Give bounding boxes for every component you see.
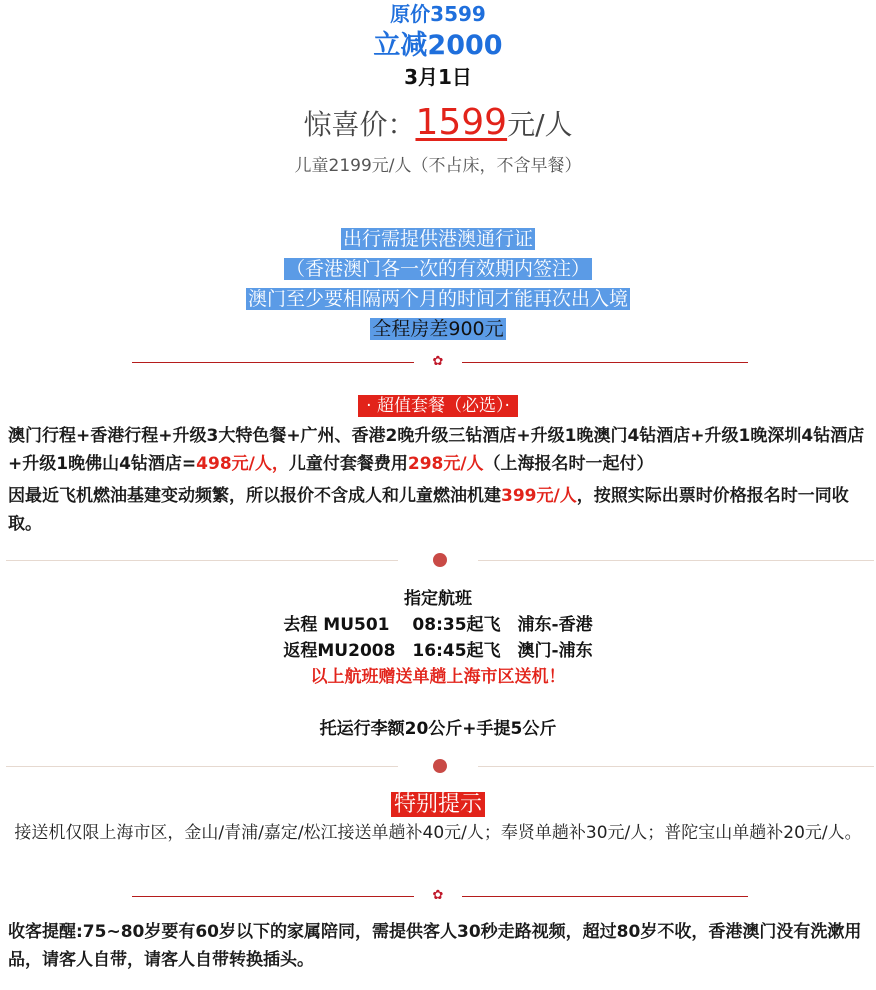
dot-icon-2 (433, 759, 447, 773)
fuel-surcharge-note: 因最近飞机燃油基建变动频繁，所以报价不含成人和儿童燃油机建399元/人，按照实际出票时价格报名时一同收取。 (8, 486, 849, 534)
notice-line-3: 澳门至少要相隔两个月的时间才能再次出入境 (247, 288, 628, 310)
return-flight: 返程MU2008 16:45起飞 澳门-浦东 (283, 641, 593, 661)
divider-line-left-2 (132, 896, 414, 897)
promo-unit: 元/人 (507, 108, 573, 141)
notice-line-1: 出行需提供港澳通行证 (342, 228, 533, 250)
promo-price: 1599 (415, 102, 508, 143)
outbound-flight: 去程 MU501 08:35起飞 浦东-香港 (283, 615, 593, 635)
divider-thin-right-2 (478, 766, 874, 767)
promo-price-line (0, 100, 876, 148)
special-notice-title: 特别提示 (0, 790, 876, 820)
package-tag: · 超值套餐（必选）· (0, 394, 876, 418)
departure-date: 3月1日 (404, 65, 472, 89)
travel-notice (0, 224, 876, 344)
divider-thin-left (6, 560, 398, 561)
original-price: 原价3599 (390, 2, 486, 26)
shuttle-note: 接送机仅限上海市区，金山/青浦/嘉定/松江接送单趟补40元/人；奉贤单趟补30元/人；普陀宝山单趟补20元/人。 (14, 823, 862, 843)
promo-label: 惊喜价： (303, 108, 416, 141)
divider-line-right-2 (462, 896, 748, 897)
flower-icon: ✿ (432, 354, 444, 369)
flights-title: 指定航班 (404, 589, 472, 609)
divider-thin-left-2 (6, 766, 398, 767)
reduction-amount: 立减2000 (373, 30, 503, 61)
divider-line-left (132, 362, 414, 363)
baggage-allowance: 托运行李额20公斤+手提5公斤 (319, 719, 557, 739)
package-description: 澳门行程+香港行程+升级3大特色餐+广州、香港2晚升级三钻酒店+升级1晚澳门4钻酒店+升级1晚深圳4钻酒店+升级1晚佛山4钻酒店=498元/人，儿童付套餐费用298元/人（上海报名时一起付） (8, 426, 865, 474)
divider-line-right (462, 362, 748, 363)
flower-icon-2: ✿ (432, 888, 444, 903)
divider-thin-right (478, 560, 874, 561)
flights-section (0, 586, 876, 690)
flight-bonus: 以上航班赠送单趟上海市区送机！ (310, 667, 566, 687)
notice-line-2: （香港澳门各一次的有效期内签注） (285, 258, 590, 280)
customer-reminder: 收客提醒:75~80岁要有60岁以下的家属陪同，需提供客人30秒走路视频，超过80岁不收，香港澳门没有洗漱用品，请客人自带，请客人自带转换插头。 (8, 922, 862, 970)
notice-line-4: 全程房差900元 (372, 318, 504, 340)
child-price: 儿童2199元/人（不占床，不含早餐） (294, 156, 582, 176)
dot-icon (433, 553, 447, 567)
